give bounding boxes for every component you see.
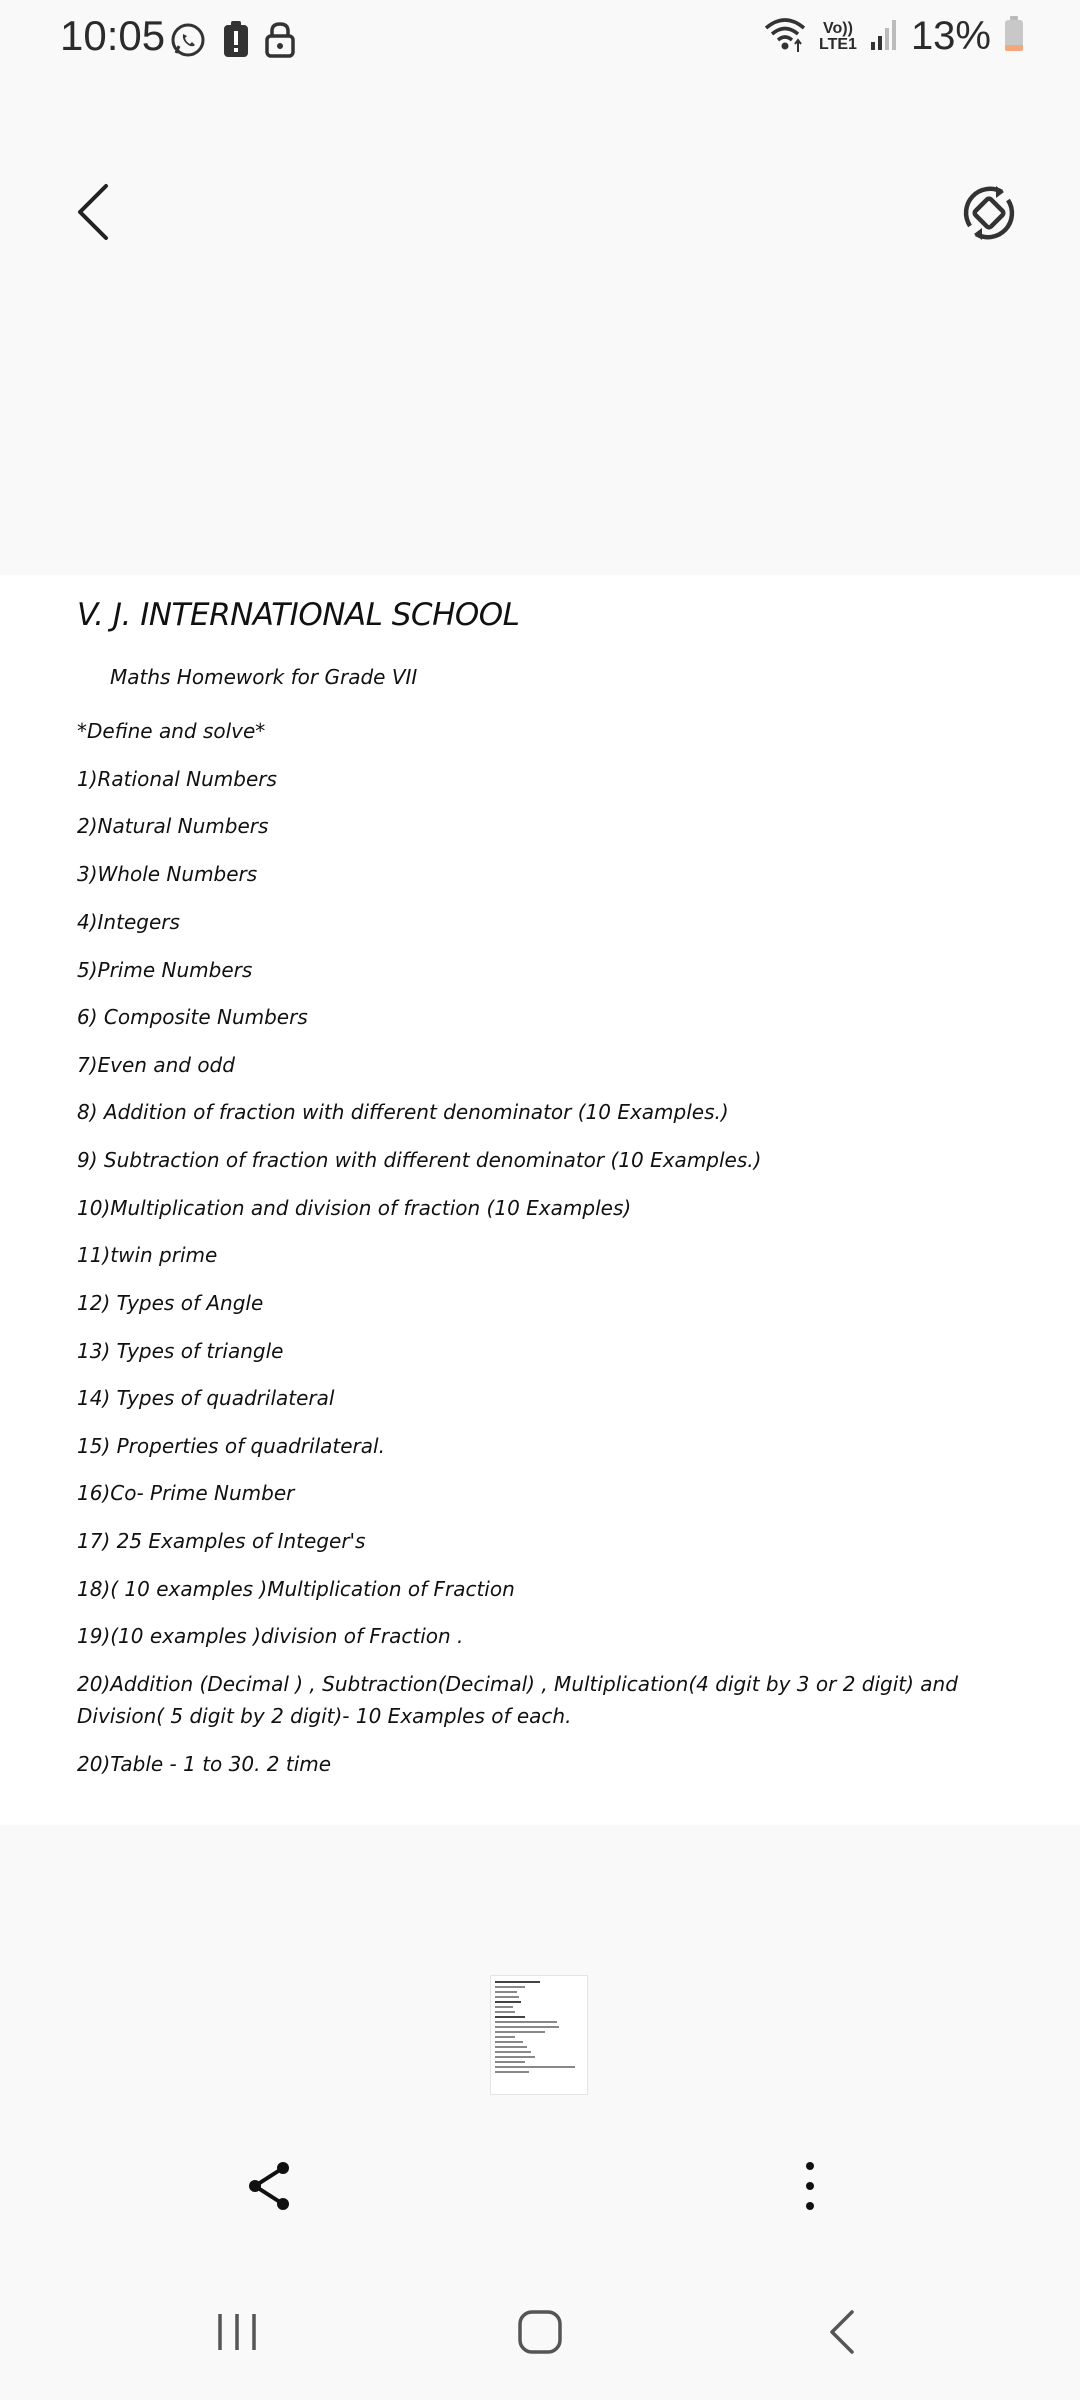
doc-line: 11)twin prime <box>77 1243 218 1267</box>
alert-icon <box>222 21 250 64</box>
doc-line: 6) Composite Numbers <box>77 1005 308 1029</box>
recents-icon <box>215 2310 259 2354</box>
thumb-line <box>495 2026 559 2028</box>
more-options-button[interactable] <box>795 2158 825 2214</box>
doc-line: 12) Types of Angle <box>77 1291 264 1315</box>
thumb-line <box>495 2066 575 2068</box>
thumb-line <box>495 2006 513 2008</box>
doc-line: 5)Prime Numbers <box>77 958 253 982</box>
doc-line: 20)Table - 1 to 30. 2 time <box>77 1752 332 1776</box>
thumb-line <box>495 2031 545 2033</box>
signal-icon <box>869 16 899 57</box>
document-subtitle: Maths Homework for Grade VII <box>110 665 418 689</box>
lte-label: LTE1 <box>819 35 857 53</box>
thumb-line <box>495 1986 525 1988</box>
wifi-icon <box>763 14 807 59</box>
more-vertical-icon <box>795 2158 825 2214</box>
thumb-line <box>495 1996 519 1998</box>
doc-line: 7)Even and odd <box>77 1053 235 1077</box>
nav-recents-button[interactable] <box>215 2310 259 2354</box>
share-button[interactable] <box>245 2160 293 2212</box>
thumb-line <box>495 2036 515 2038</box>
doc-line: 19)(10 examples )division of Fraction . <box>77 1624 464 1648</box>
auto-rotate-icon <box>958 182 1020 244</box>
status-bar <box>0 0 1080 80</box>
network-type <box>819 21 857 53</box>
doc-line: 17) 25 Examples of Integer's <box>77 1529 366 1553</box>
document-title: V. J. INTERNATIONAL SCHOOL <box>77 597 520 633</box>
thumb-line <box>495 2051 531 2053</box>
back-icon <box>827 2308 857 2356</box>
doc-line: 18)( 10 examples )Multiplication of Fraction <box>77 1577 515 1601</box>
battery-percent: 13% <box>910 14 991 58</box>
thumb-line <box>495 2071 529 2073</box>
doc-line: 1)Rational Numbers <box>77 767 277 791</box>
document-page[interactable] <box>0 575 1080 1825</box>
thumb-line <box>495 2016 525 2018</box>
page-thumbnail[interactable] <box>490 1975 588 2095</box>
doc-line: 10)Multiplication and division of fraction (10 Examples) <box>77 1196 632 1220</box>
doc-line: 20)Addition (Decimal ) , Subtraction(Decimal) , Multiplication(4 digit by 3 or 2 digit) and Division( 5 digit by 2 digit)- 10 Examples of each. <box>77 1672 958 1728</box>
thumb-line <box>495 2056 535 2058</box>
doc-line: 9) Subtraction of fraction with different denominator (10 Examples.) <box>77 1148 762 1172</box>
chevron-left-icon <box>68 180 118 244</box>
doc-line: 16)Co- Prime Number <box>77 1481 295 1505</box>
doc-line: 8) Addition of fraction with different denominator (10 Examples.) <box>77 1100 729 1124</box>
thumb-line <box>495 2011 515 2013</box>
doc-line: 2)Natural Numbers <box>77 814 269 838</box>
thumb-line <box>495 1991 517 1993</box>
thumb-line <box>495 2046 527 2048</box>
nav-home-button[interactable] <box>517 2309 563 2355</box>
doc-line: 14) Types of quadrilateral <box>77 1386 335 1410</box>
share-icon <box>245 2160 293 2212</box>
doc-line: 4)Integers <box>77 910 180 934</box>
thumb-line <box>495 2021 557 2023</box>
thumb-line <box>495 2001 521 2003</box>
doc-line: 13) Types of triangle <box>77 1339 284 1363</box>
doc-line: 15) Properties of quadrilateral. <box>77 1434 385 1458</box>
status-left-icons <box>168 20 296 65</box>
rotate-button[interactable] <box>958 182 1020 244</box>
battery-icon <box>1003 15 1025 58</box>
status-right <box>763 14 1025 59</box>
thumb-line <box>495 2061 525 2063</box>
lock-icon <box>264 21 296 64</box>
thumb-line <box>495 2041 523 2043</box>
doc-line: 3)Whole Numbers <box>77 862 258 886</box>
nav-back-button[interactable] <box>827 2308 857 2356</box>
thumb-line <box>495 1981 540 1983</box>
home-icon <box>517 2309 563 2355</box>
whatsapp-icon <box>168 20 208 65</box>
volte-label: Vo)) <box>823 19 853 37</box>
back-button[interactable] <box>68 180 118 244</box>
status-time: 10:05 <box>60 12 166 59</box>
doc-line: *Define and solve* <box>77 719 266 743</box>
